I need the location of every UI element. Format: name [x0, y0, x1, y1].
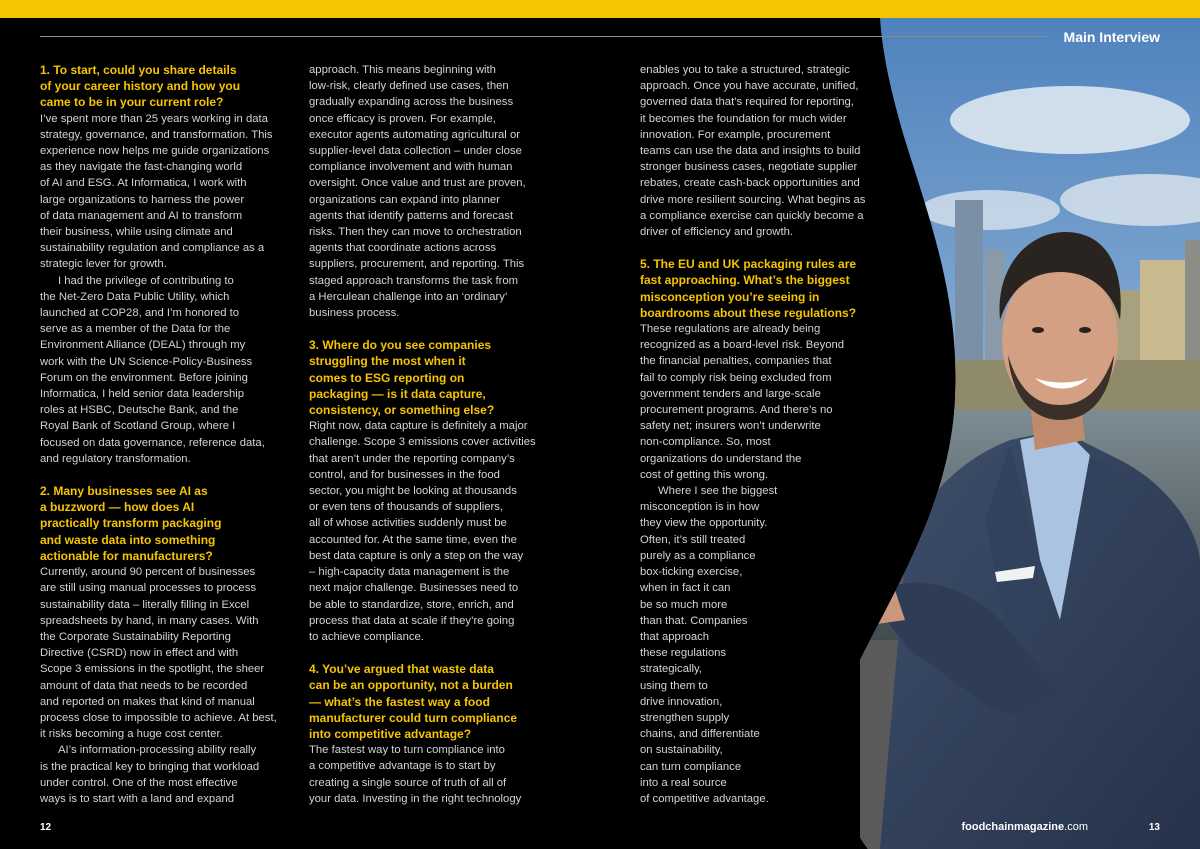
website-name: foodchainmagazine: [961, 821, 1065, 833]
header-rule: [40, 36, 1046, 37]
answer-5-paragraph-1: These regulations are already being recognized as a board-level risk. Beyond the financial penalties, companies that fail to comply risk being excluded from government tenders and large-scale procurement programs. And there’s no safety net; insurers won’t underwrite non-compliance. So, most organizations do understand the cost of getting this wrong.: [640, 323, 845, 481]
answer-4-paragraph-1: The fastest way to turn compliance into a competitive advantage is to start by creating a single source of truth of all of your data. Investing in the right technology: [309, 744, 522, 805]
question-5-heading: 5. The EU and UK packaging rules are fast approaching. What’s the biggest misconception you’re seeing in boardrooms about these regulations?: [640, 257, 857, 320]
answer-1-paragraph-2: I had the privilege of contributing to the Net-Zero Data Public Utility, which launched at COP28, and I’m honored to serve as a member of the Data for the Environment Alliance (DEAL) through my work with the UN Science-Policy-Business Forum on the environment. Before joining Informatica, I held senior data leadership roles at HSBC, Deutsche Bank, and the Royal Bank of Scotland Group, where I focused on data governance, reference data, and regulatory transformation.: [40, 274, 265, 465]
answer-4-continued: enables you to take a structured, strategic approach. Once you have accurate, unified, governed data that’s required for reporting, it becomes the foundation for much wider innovation. For example, procurement teams can use the data and insights to build stronger business cases, negotiate supplier rebates, create cash-back opportunities and drive more resilient sourcing. What begins as a compliance exercise can quickly become a driver of efficiency and growth.: [640, 64, 866, 239]
section-label: Main Interview: [1063, 29, 1160, 45]
answer-3-paragraph-1: Right now, data capture is definitely a major challenge. Scope 3 emissions cover activities that aren’t under the reporting company’s control, and for businesses in the food sector, you might be looking at thousands or even tens of thousands of suppliers, all of whose activities suddenly must be accounted for. At the same time, even the best data capture is only a step on the way – high-capacity data management is the next major challenge. Businesses need to be able to standardize, store, enrich, and process that data at scale if they’re going to achieve compliance.: [309, 420, 536, 643]
website-url[interactable]: [961, 821, 1088, 833]
page-number-left: 12: [40, 822, 52, 833]
page-number-right: 13: [1148, 822, 1160, 833]
website-tld: .com: [1064, 821, 1088, 833]
column-1: [40, 62, 292, 807]
answer-2-paragraph-1: Currently, around 90 percent of businesses are still using manual processes to process sustainability data – literally filling in Excel spreadsheets by hand, in many cases. With the Corporate Sustainability Reporting Directive (CSRD) now in effect and with Scope 3 emissions in the spotlight, the sheer amount of data that needs to be recorded and reported on makes that kind of manual process close to impossible to achieve. At best, it risks becoming a huge cost center.: [40, 566, 277, 741]
question-3-heading: 3. Where do you see companies struggling the most when it comes to ESG reporting on packaging — is it data capture, consistency, or something else?: [309, 338, 495, 418]
answer-2-continued: approach. This means beginning with low-risk, clearly defined use cases, then gradually expanding across the business once efficacy is proven. For example, executor agents automating agricultural or supplier-level data collection – under close compliance involvement and with human oversight. Once value and trust are proven, organizations can expand into planner agents that identify patterns and forecast risks. Then they can move to orchestration agents that coordinate actions across suppliers, procurement, and reporting. This staged approach transforms the task from a Herculean challenge into an ‘ordinary’ business process.: [309, 64, 526, 320]
question-1-heading: 1. To start, could you share details of your career history and how you came to be in your current role?: [40, 63, 241, 110]
question-2-heading: 2. Many businesses see AI as a buzzword — how does AI practically transform packaging and waste data into something actionable for manufacturers?: [40, 484, 222, 563]
column-3: [640, 62, 890, 807]
answer-1-paragraph-1: I’ve spent more than 25 years working in data strategy, governance, and transformation. This experience now helps me guide organizations as they navigate the fast-changing world of AI and ESG. At Informatica, I work with large organizations to harness the power of data management and AI to transform their business, while using climate and sustainability regulation and compliance as a strategic lever for growth.: [40, 112, 273, 271]
top-accent-bar: [0, 0, 1200, 18]
column-2: [309, 62, 561, 807]
question-4-heading: 4. You’ve argued that waste data can be an opportunity, not a burden — what’s the fastest way a food manufacturer could turn compliance into competitive advantage?: [309, 662, 518, 741]
answer-5-paragraph-2: Where I see the biggest misconception is in how they view the opportunity. Often, it’s still treated purely as a compliance box-ticking exercise, when in fact it can be so much more than that. Companies that approach these regulations strategically, using them to drive innovation, strengthen supply chains, and differentiate on sustainability, can turn compliance into a real source of competitive advantage.: [640, 485, 778, 805]
answer-2-paragraph-2: AI’s information-processing ability really is the practical key to bringing that workload under control. One of the most effective ways is to start with a land and expand: [40, 744, 260, 805]
